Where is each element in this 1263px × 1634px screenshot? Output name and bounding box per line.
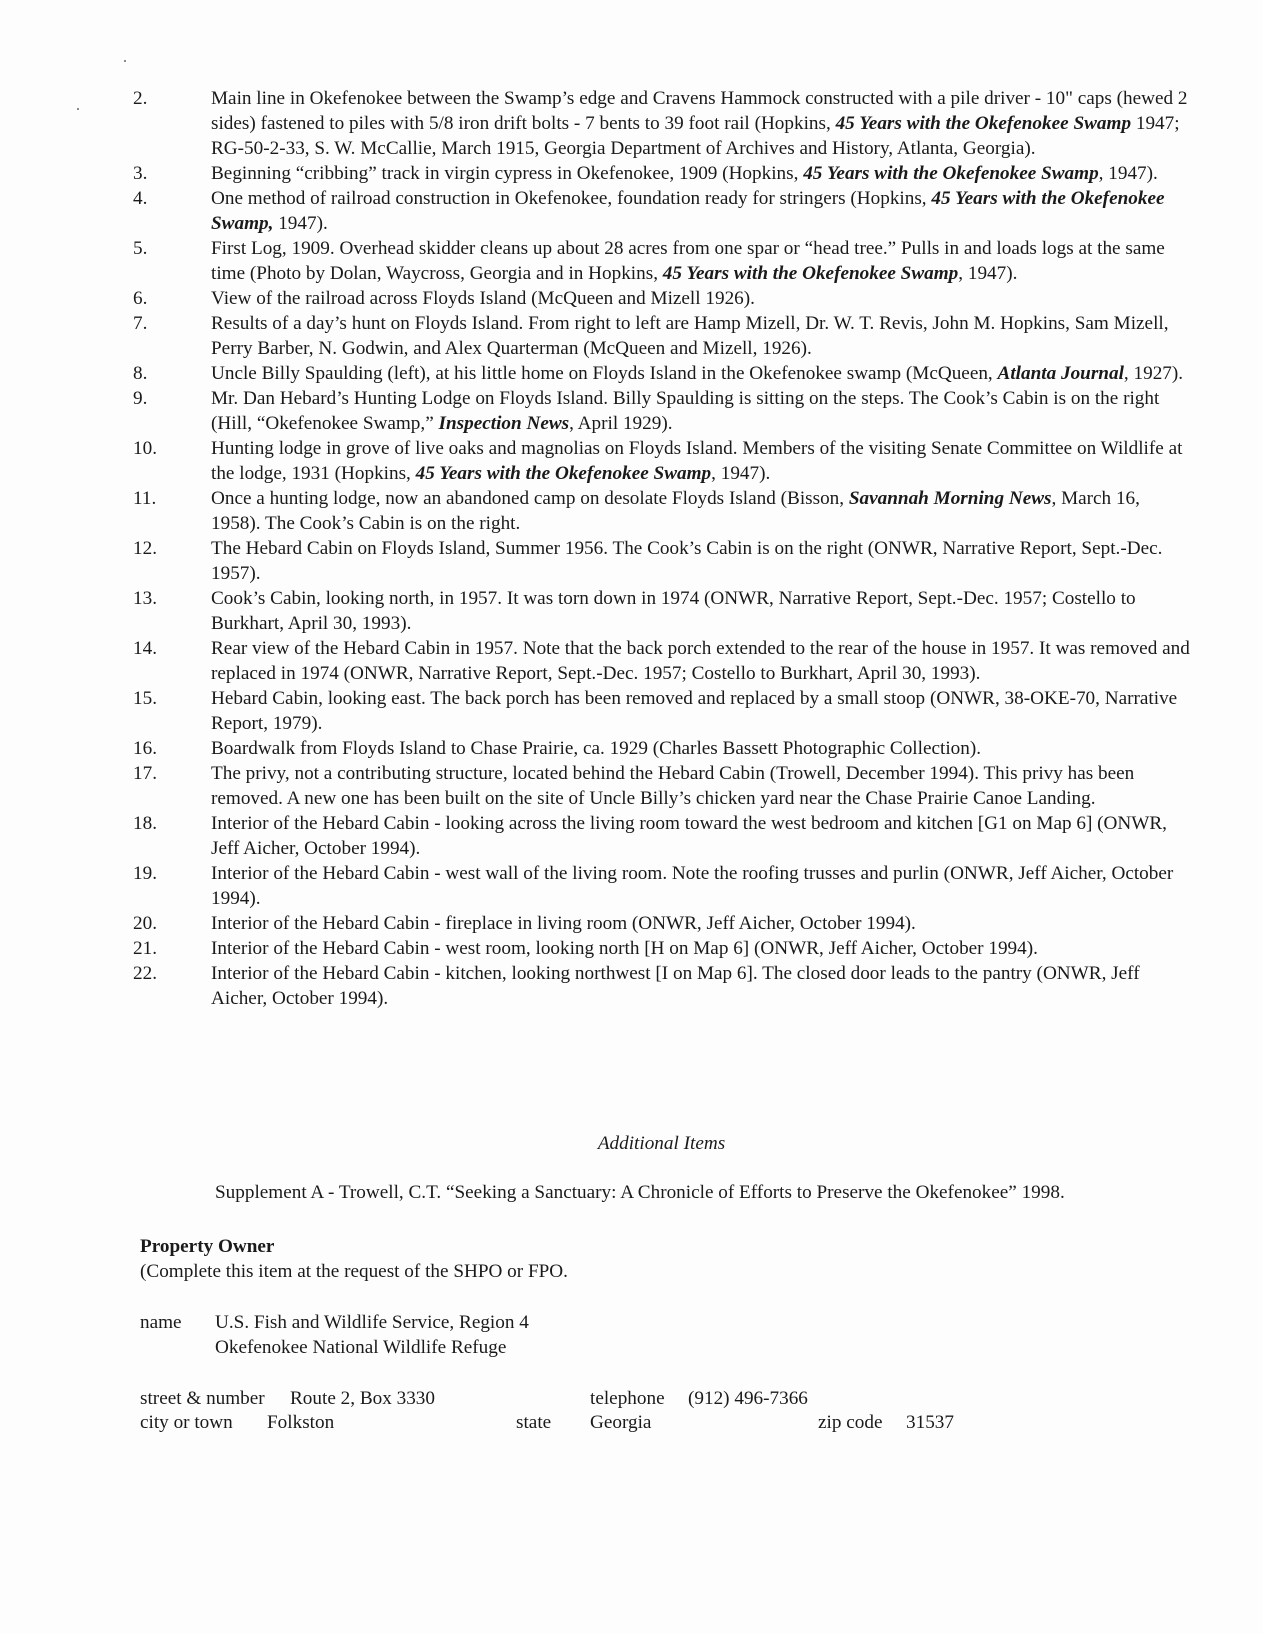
list-item-number: 20. <box>133 913 157 934</box>
telephone-value: (912) 496-7366 <box>688 1388 808 1409</box>
caption-text: 1947). <box>273 213 328 234</box>
supplement-entry: Supplement A - Trowell, C.T. “Seeking a Sanctuary: A Chronicle of Efforts to Preserve the Okefenokee” 1998. <box>215 1182 1065 1203</box>
list-item-number: 14. <box>133 638 157 659</box>
list-item <box>133 761 1193 811</box>
owner-name-line2: Okefenokee National Wildlife Refuge <box>215 1337 507 1358</box>
citation-title: Savannah Morning News <box>848 488 1052 509</box>
caption-text: Once a hunting lodge, now an abandoned camp on desolate Floyds Island (Bisson, <box>211 488 849 509</box>
list-item <box>133 586 1193 636</box>
caption-text: First Log, 1909. Overhead skidder cleans up about 28 acres from one spar or “head tree.” Pulls in and loads logs at the same time (Photo by Dolan, Waycross, Georgia and in Hopkins, <box>211 238 1165 284</box>
list-item-number: 4. <box>133 188 148 209</box>
citation-title: 45 Years with the Okefenokee Swamp <box>415 463 712 484</box>
list-item-text <box>211 588 1136 634</box>
citation-title: 45 Years with the Okefenokee Swamp <box>662 263 959 284</box>
caption-text: Interior of the Hebard Cabin - west room, looking north [H on Map 6] (ONWR, Jeff Aicher, October 1994). <box>211 938 1038 959</box>
list-item-number: 3. <box>133 163 148 184</box>
citation-title: 45 Years with the Okefenokee Swamp <box>835 113 1132 134</box>
list-item-text <box>211 813 1167 859</box>
list-item-text <box>211 738 981 759</box>
list-item <box>133 686 1193 736</box>
citation-title: Inspection News <box>438 413 570 434</box>
street-label: street & number <box>140 1388 265 1409</box>
list-item <box>133 961 1193 1011</box>
list-item <box>133 536 1193 586</box>
list-item-number: 5. <box>133 238 148 259</box>
caption-text: Hebard Cabin, looking east. The back porch has been removed and replaced by a small stoop (ONWR, 38-OKE-70, Narrative Report, 1979). <box>211 688 1178 734</box>
list-item-number: 17. <box>133 763 157 784</box>
list-item-text <box>211 913 916 934</box>
list-item-text <box>211 763 1134 809</box>
citation-title: 45 Years with the Okefenokee Swamp <box>803 163 1099 184</box>
list-item-number: 21. <box>133 938 157 959</box>
list-item-number: 19. <box>133 863 157 884</box>
zip-value: 31537 <box>906 1412 954 1433</box>
list-item <box>133 386 1193 436</box>
caption-text: Interior of the Hebard Cabin - west wall of the living room. Note the roofing trusses and purlin (ONWR, Jeff Aicher, October 1994). <box>211 863 1174 909</box>
list-item-number: 8. <box>133 363 148 384</box>
caption-text: Uncle Billy Spaulding (left), at his little home on Floyds Island in the Okefenokee swamp (McQueen, <box>211 363 998 384</box>
list-item <box>133 936 1193 961</box>
caption-text: The Hebard Cabin on Floyds Island, Summer 1956. The Cook’s Cabin is on the right (ONWR, Narrative Report, Sept.-Dec. 1957). <box>211 538 1163 584</box>
list-item-text <box>211 363 1183 384</box>
caption-text: The privy, not a contributing structure, located behind the Hebard Cabin (Trowell, December 1994). This privy has been removed. A new one has been built on the site of Uncle Billy’s chicken yard near the Chase Prairie Canoe Landing. <box>211 763 1135 809</box>
caption-text: Results of a day’s hunt on Floyds Island. From right to left are Hamp Mizell, Dr. W. T. Revis, John M. Hopkins, Sam Mizell, Perry Barber, N. Godwin, and Alex Quarterman (McQueen and Mizell, 1926). <box>211 313 1169 359</box>
list-item <box>133 286 1193 311</box>
list-item-text <box>211 288 755 309</box>
list-item-number: 12. <box>133 538 157 559</box>
citation-title: Atlanta Journal <box>997 363 1124 384</box>
additional-items-heading: Additional Items <box>597 1133 726 1154</box>
list-item-text <box>211 863 1173 909</box>
list-item-number: 9. <box>133 388 148 409</box>
caption-text: Hunting lodge in grove of live oaks and magnolias on Floyds Island. Members of the visiting Senate Committee on Wildlife at the lodge, 1931 (Hopkins, <box>211 438 1183 484</box>
caption-text: Mr. Dan Hebard’s Hunting Lodge on Floyds Island. Billy Spaulding is sitting on the steps. The Cook’s Cabin is on the right (Hill, “Okefenokee Swamp,” <box>211 388 1160 434</box>
list-item <box>133 361 1193 386</box>
list-item-text <box>211 488 1140 534</box>
list-item-text <box>211 388 1159 434</box>
list-item-number: 10. <box>133 438 157 459</box>
caption-text: 1947; RG-50-2-33, S. W. McCallie, March 1915, Georgia Department of Archives and History, Atlanta, Georgia). <box>211 113 1180 159</box>
list-item <box>133 861 1193 911</box>
caption-text: Interior of the Hebard Cabin - kitchen, looking northwest [I on Map 6]. The closed door leads to the pantry (ONWR, Jeff Aicher, October 1994). <box>211 963 1140 1009</box>
list-item-text <box>211 688 1177 734</box>
list-item-text <box>211 188 1164 234</box>
caption-text: , 1947). <box>711 463 771 484</box>
list-item-number: 15. <box>133 688 157 709</box>
scan-speck <box>124 60 126 62</box>
list-item <box>133 436 1193 486</box>
list-item-text <box>211 538 1162 584</box>
caption-text: , 1947). <box>1098 163 1158 184</box>
caption-text: Beginning “cribbing” track in virgin cypress in Okefenokee, 1909 (Hopkins, <box>211 163 804 184</box>
scan-speck <box>77 108 79 110</box>
caption-list <box>133 86 1193 1011</box>
list-item <box>133 636 1193 686</box>
caption-text: , 1927). <box>1123 363 1184 384</box>
caption-text: Boardwalk from Floyds Island to Chase Prairie, ca. 1929 (Charles Bassett Photographic Collection). <box>211 738 982 759</box>
caption-text: , March 16, 1958). The Cook’s Cabin is on the right. <box>211 488 1140 534</box>
list-item-number: 11. <box>133 488 157 509</box>
list-item <box>133 161 1193 186</box>
state-value: Georgia <box>590 1412 652 1433</box>
list-item <box>133 311 1193 361</box>
list-item <box>133 486 1193 536</box>
caption-text: Interior of the Hebard Cabin - looking across the living room toward the west bedroom and kitchen [G1 on Map 6] (ONWR, Jeff Aicher, October 1994). <box>211 813 1167 859</box>
city-value: Folkston <box>267 1412 335 1433</box>
street-value: Route 2, Box 3330 <box>290 1388 435 1409</box>
list-item <box>133 811 1193 861</box>
list-item-text <box>211 313 1169 359</box>
list-item-text <box>211 963 1140 1009</box>
list-item <box>133 86 1193 161</box>
property-owner-heading: Property Owner <box>140 1236 275 1257</box>
property-owner-note: (Complete this item at the request of the SHPO or FPO. <box>140 1261 568 1282</box>
list-item-text <box>211 438 1182 484</box>
caption-text: Cook’s Cabin, looking north, in 1957. It was torn down in 1974 (ONWR, Narrative Report, Sept.-Dec. 1957; Costello to Burkhart, April 30, 1993). <box>211 588 1136 634</box>
list-item <box>133 236 1193 286</box>
list-item-text <box>211 638 1190 684</box>
list-item-text <box>211 238 1165 284</box>
zip-label: zip code <box>818 1412 883 1433</box>
list-item <box>133 911 1193 936</box>
list-item-number: 16. <box>133 738 157 759</box>
citation-title: 45 Years with the Okefenokee Swamp, <box>211 188 1165 234</box>
list-item-text <box>211 163 1158 184</box>
city-label: city or town <box>140 1412 233 1433</box>
caption-text: One method of railroad construction in Okefenokee, foundation ready for stringers (Hopkins, <box>211 188 932 209</box>
list-item-number: 2. <box>133 88 148 109</box>
telephone-label: telephone <box>590 1388 665 1409</box>
caption-text: , 1947). <box>958 263 1018 284</box>
list-item <box>133 736 1193 761</box>
owner-name-line1: U.S. Fish and Wildlife Service, Region 4 <box>215 1312 529 1333</box>
caption-text: Interior of the Hebard Cabin - fireplace in living room (ONWR, Jeff Aicher, October 1994). <box>211 913 916 934</box>
list-item-number: 6. <box>133 288 148 309</box>
caption-text: Rear view of the Hebard Cabin in 1957. Note that the back porch extended to the rear of the house in 1957. It was removed and replaced in 1974 (ONWR, Narrative Report, Sept.-Dec. 1957; Costello to Burkhart, April 30, 1993). <box>211 638 1190 684</box>
caption-text: View of the railroad across Floyds Island (McQueen and Mizell 1926). <box>211 288 755 309</box>
list-item-number: 22. <box>133 963 157 984</box>
list-item <box>133 186 1193 236</box>
list-item-text <box>211 938 1038 959</box>
list-item-number: 18. <box>133 813 157 834</box>
state-label: state <box>516 1412 552 1433</box>
list-item-number: 7. <box>133 313 148 334</box>
name-label: name <box>140 1312 182 1333</box>
caption-text: Main line in Okefenokee between the Swamp’s edge and Cravens Hammock constructed with a pile driver - 10" caps (hewed 2 sides) fastened to piles with 5/8 iron drift bolts - 7 bents to 39 foot rail (Hopkins, <box>211 88 1188 134</box>
caption-text: , April 1929). <box>569 413 673 434</box>
list-item-text <box>211 88 1188 159</box>
list-item-number: 13. <box>133 588 157 609</box>
